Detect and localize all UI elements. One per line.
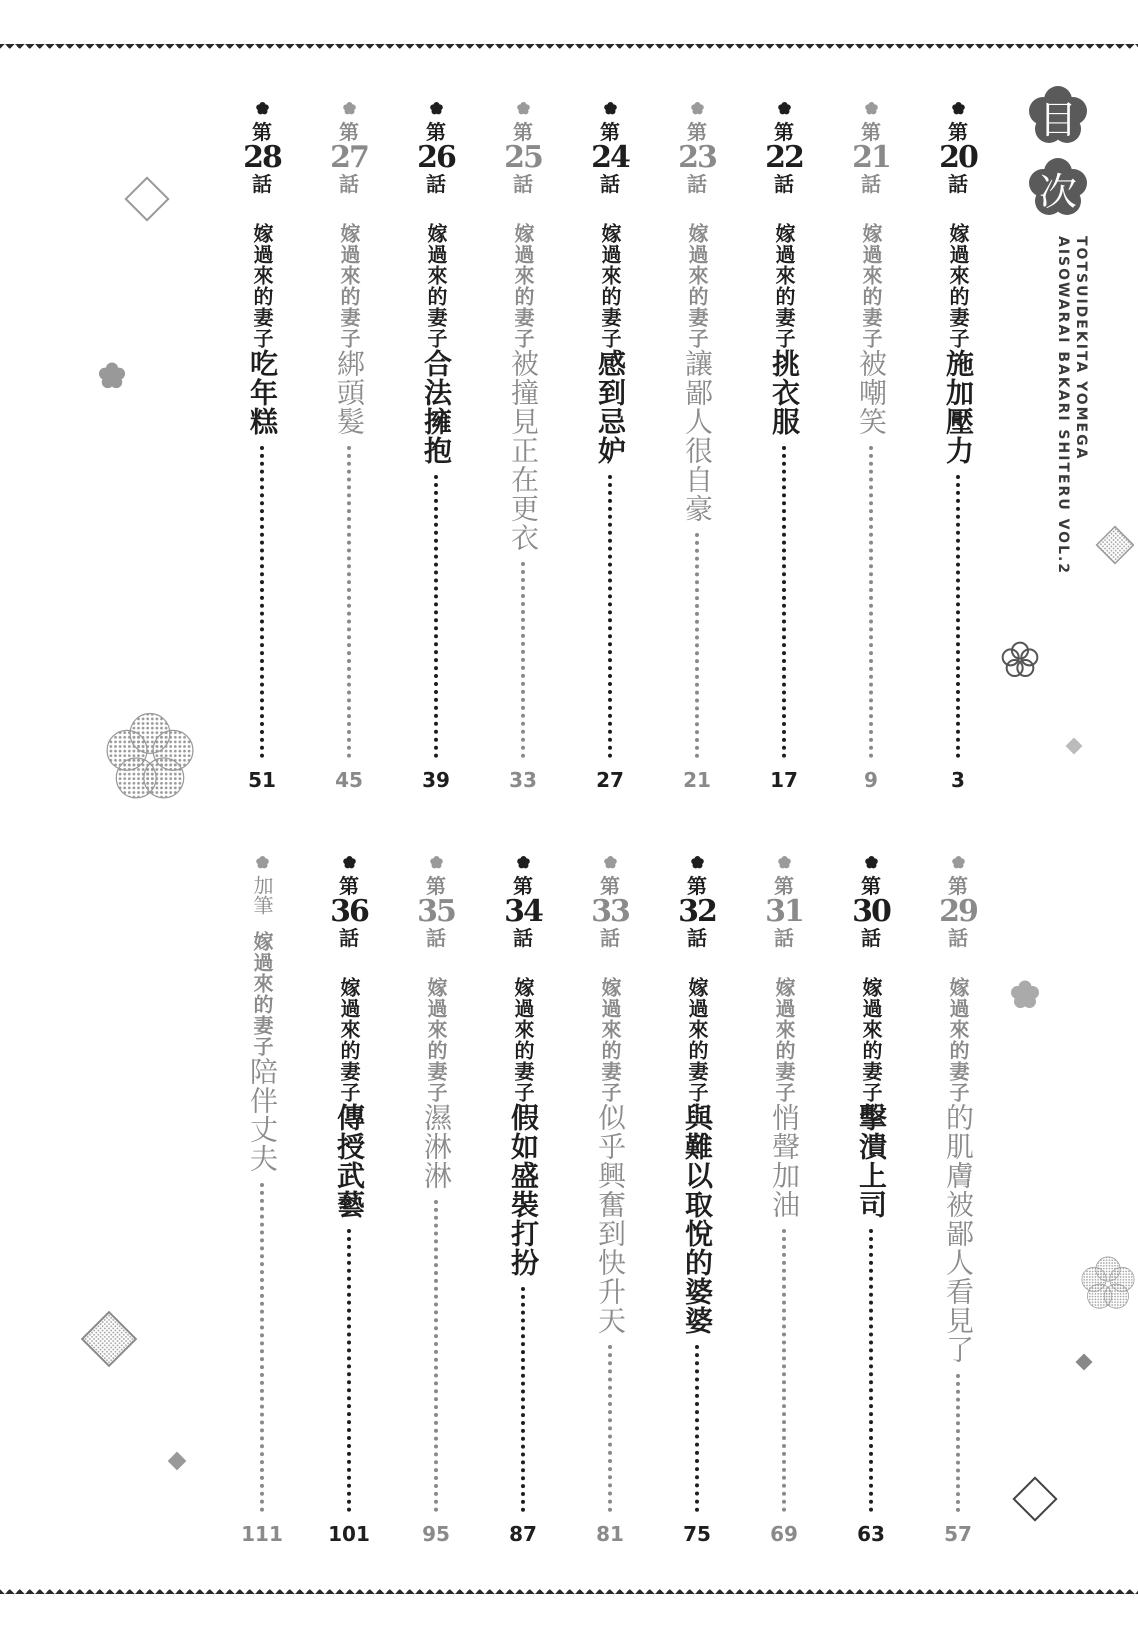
page-number: 95: [422, 1522, 450, 1546]
plum-bullet-icon: [604, 856, 617, 869]
chapter-title-prefix: 嫁過來的妻子: [511, 977, 535, 1103]
chapter-title: [855, 977, 888, 1219]
dotted-leader: [869, 446, 873, 758]
page-number: 57: [944, 1522, 972, 1546]
page-number: 3: [951, 768, 965, 792]
chapter-suffix: 話: [948, 926, 968, 950]
chapter-title-prefix: 嫁過來的妻子: [598, 223, 622, 349]
toc-entry-27[interactable]: [319, 102, 379, 792]
plum-bullet-icon: [517, 102, 530, 115]
chapter-title-prefix: 嫁過來的妻子: [859, 223, 883, 349]
toc-entry-20[interactable]: [928, 102, 988, 792]
chapter-title-prefix: 嫁過來的妻子: [250, 223, 274, 349]
chapter-number: 35: [417, 894, 455, 929]
chapter-title-prefix: 嫁過來的妻子: [772, 977, 796, 1103]
toc-entry-33[interactable]: [580, 856, 640, 1546]
toc-entry-31[interactable]: [754, 856, 814, 1546]
plum-bullet-icon: [430, 102, 443, 115]
chapter-title-prefix: 嫁過來的妻子: [685, 977, 709, 1103]
chapter-number: 26: [417, 140, 455, 175]
dotted-leader: [695, 533, 699, 758]
chapter-title-main: 陪伴丈夫: [246, 1057, 279, 1173]
chapter-title-main: 的肌膚被鄙人看見了: [942, 1103, 975, 1364]
chapter-number: 20: [939, 140, 977, 175]
chapter-label: 第: [861, 120, 881, 144]
plum-bullet-icon: [343, 856, 356, 869]
toc-entry-28[interactable]: [232, 102, 292, 792]
chapter-label: 第: [687, 120, 707, 144]
toc-entry-23[interactable]: [667, 102, 727, 792]
chapter-suffix: 話: [861, 172, 881, 196]
plum-bullet-icon: [517, 856, 530, 869]
chapter-suffix: 話: [339, 172, 359, 196]
chapter-title-main: 假如盛裝打扮: [507, 1103, 540, 1277]
chapter-title-prefix: 嫁過來的妻子: [598, 977, 622, 1103]
page-number: 27: [596, 768, 624, 792]
chapter-label: 第: [600, 874, 620, 898]
chapter-number: 25: [504, 140, 542, 175]
chapter-number: 34: [504, 894, 542, 929]
chapter-title-main: 被撞見正在更衣: [507, 349, 540, 552]
chapter-suffix: 話: [600, 926, 620, 950]
toc-entry-36[interactable]: [319, 856, 379, 1546]
chapter-title-prefix: 嫁過來的妻子: [337, 977, 361, 1103]
plum-bullet-icon: [865, 102, 878, 115]
chapter-suffix: 話: [513, 926, 533, 950]
chapter-title-main: 傳授武藝: [333, 1103, 366, 1219]
chapter-title: [855, 223, 888, 436]
chapter-number: 36: [330, 894, 368, 929]
chapter-title-prefix: 嫁過來的妻子: [424, 977, 448, 1103]
dotted-leader: [695, 1345, 699, 1512]
chapter-number: 32: [678, 894, 716, 929]
toc-entry-22[interactable]: [754, 102, 814, 792]
chapter-title-prefix: 嫁過來的妻子: [859, 977, 883, 1103]
plum-bullet-icon: [952, 856, 965, 869]
chapter-suffix: 話: [426, 926, 446, 950]
chapter-suffix: 話: [861, 926, 881, 950]
toc-title-char-1: 目: [1028, 86, 1088, 146]
chapter-title: [333, 223, 366, 436]
chapter-label: 第: [513, 120, 533, 144]
chapter-label: 第: [339, 874, 359, 898]
dotted-leader: [956, 475, 960, 758]
dotted-leader: [260, 1183, 264, 1512]
plum-bullet-icon: [256, 856, 269, 869]
dotted-leader: [521, 562, 525, 758]
small-diamond-icon: [1064, 736, 1084, 756]
chapter-suffix: 話: [948, 172, 968, 196]
dotted-diamond-icon: [1094, 520, 1134, 570]
chapter-suffix: 話: [774, 926, 794, 950]
chapter-number: 29: [939, 894, 977, 929]
toc-entry-extra[interactable]: [232, 856, 292, 1546]
chapter-title: [768, 977, 801, 1219]
chapter-number: 27: [330, 140, 368, 175]
page-number: 21: [683, 768, 711, 792]
chapter-title-main: 擊潰上司: [855, 1103, 888, 1219]
plum-bullet-icon: [430, 856, 443, 869]
dotted-leader: [347, 1229, 351, 1512]
chapter-label: 第: [426, 874, 446, 898]
dotted-leader: [956, 1374, 960, 1512]
chapter-title-main: 挑衣服: [768, 349, 801, 436]
toc-title-char-2: 次: [1028, 158, 1088, 218]
small-plum-icon: [1010, 980, 1040, 1010]
dotted-plum-icon: [104, 712, 196, 804]
page-number: 81: [596, 1522, 624, 1546]
chapter-title: [246, 223, 279, 436]
chapter-title-prefix: 嫁過來的妻子: [685, 223, 709, 349]
chapter-label: 第: [426, 120, 446, 144]
plum-bullet-icon: [778, 102, 791, 115]
page-number: 39: [422, 768, 450, 792]
chapter-title-main: 濕淋淋: [420, 1103, 453, 1190]
chapter-title-prefix: 嫁過來的妻子: [772, 223, 796, 349]
plum-bullet-icon: [691, 856, 704, 869]
toc-entry-25[interactable]: [493, 102, 553, 792]
chapter-title-main: 吃年糕: [246, 349, 279, 436]
chapter-title-main: 讓鄙人很自豪: [681, 349, 714, 523]
chapter-title: [420, 977, 453, 1190]
dotted-leader: [347, 446, 351, 758]
diamond-outline-icon: [1010, 1474, 1060, 1524]
chapter-title-main: 施加壓力: [942, 349, 975, 465]
chapter-label: 第: [774, 120, 794, 144]
page-number: 9: [864, 768, 878, 792]
chapter-suffix: 話: [687, 926, 707, 950]
chapter-title: [681, 977, 714, 1335]
page-number: 69: [770, 1522, 798, 1546]
dotted-plum-icon: [1080, 1252, 1136, 1316]
chapter-title-main: 似乎興奮到快升天: [594, 1103, 627, 1335]
page-number: 33: [509, 768, 537, 792]
dotted-leader: [782, 446, 786, 758]
small-diamond-icon: [1074, 1352, 1094, 1372]
page-number: 101: [328, 1522, 370, 1546]
chapter-label: 第: [948, 120, 968, 144]
chapter-number: 33: [591, 894, 629, 929]
chapter-label: 加筆: [250, 875, 274, 915]
chapter-title-prefix: 嫁過來的妻子: [946, 977, 970, 1103]
plum-outline-icon: [1000, 640, 1040, 680]
chapter-number: 28: [243, 140, 281, 175]
chapter-title: [942, 977, 975, 1364]
dotted-diamond-icon: [76, 1306, 142, 1372]
dotted-leader: [434, 1200, 438, 1512]
chapter-title-prefix: 嫁過來的妻子: [946, 223, 970, 349]
toc-entry-32[interactable]: [667, 856, 727, 1546]
toc-entry-29[interactable]: [928, 856, 988, 1546]
chapter-title-main: 被嘲笑: [855, 349, 888, 436]
dotted-leader: [782, 1229, 786, 1512]
chapter-title: [768, 223, 801, 436]
toc-entry-21[interactable]: [841, 102, 901, 792]
series-subtitle: [1054, 236, 1090, 575]
chapter-title-prefix: 嫁過來的妻子: [511, 223, 535, 349]
chapter-title-prefix: 嫁過來的妻子: [250, 931, 274, 1057]
dotted-leader: [608, 475, 612, 758]
chapter-title-main: 悄聲加油: [768, 1103, 801, 1219]
chapter-label: 第: [861, 874, 881, 898]
bottom-zigzag-border: [0, 1580, 1138, 1594]
chapter-title: [507, 223, 540, 552]
chapter-label: 第: [600, 120, 620, 144]
chapter-number: 23: [678, 140, 716, 175]
chapter-title-main: 合法擁抱: [420, 349, 453, 465]
dotted-leader: [260, 446, 264, 758]
dotted-leader: [434, 475, 438, 758]
chapter-label: 第: [774, 874, 794, 898]
chapter-number: 31: [765, 894, 803, 929]
chapter-title: [594, 223, 627, 465]
dotted-leader: [521, 1287, 525, 1512]
small-diamond-icon: [166, 1450, 188, 1472]
chapter-number: 21: [852, 140, 890, 175]
plum-bullet-icon: [952, 102, 965, 115]
page-number: 45: [335, 768, 363, 792]
chapter-title-main: 與難以取悅的婆婆: [681, 1103, 714, 1335]
chapter-title-prefix: 嫁過來的妻子: [337, 223, 361, 349]
dotted-leader: [608, 1345, 612, 1512]
diamond-outline-icon: [124, 176, 170, 222]
page-number: 63: [857, 1522, 885, 1546]
subtitle-line-1: TOTSUIDEKITA YOMEGA: [1073, 236, 1089, 461]
dotted-leader: [869, 1229, 873, 1512]
chapter-suffix: 話: [513, 172, 533, 196]
small-plum-icon: [98, 362, 126, 390]
plum-bullet-icon: [691, 102, 704, 115]
plum-bullet-icon: [865, 856, 878, 869]
chapter-label: 第: [687, 874, 707, 898]
chapter-number: 22: [765, 140, 803, 175]
chapter-label: 第: [252, 120, 272, 144]
toc-entry-26[interactable]: [406, 102, 466, 792]
chapter-title: [507, 977, 540, 1277]
chapter-suffix: 話: [600, 172, 620, 196]
chapter-title: [681, 223, 714, 523]
plum-bullet-icon: [778, 856, 791, 869]
page-number: 111: [241, 1522, 283, 1546]
chapter-suffix: 話: [252, 172, 272, 196]
plum-bullet-icon: [256, 102, 269, 115]
chapter-title: [420, 223, 453, 465]
toc-entry-24[interactable]: [580, 102, 640, 792]
chapter-title-main: 綁頭髮: [333, 349, 366, 436]
chapter-label: 第: [948, 874, 968, 898]
chapter-label: 第: [513, 874, 533, 898]
page-number: 51: [248, 768, 276, 792]
toc-entry-35[interactable]: [406, 856, 466, 1546]
chapter-title: [942, 223, 975, 465]
chapter-title: [333, 977, 366, 1219]
chapter-number: 30: [852, 894, 890, 929]
chapter-title: [594, 977, 627, 1335]
chapter-suffix: 話: [426, 172, 446, 196]
chapter-title-prefix: 嫁過來的妻子: [424, 223, 448, 349]
chapter-title: [246, 931, 279, 1173]
chapter-suffix: 話: [339, 926, 359, 950]
subtitle-line-2: AISOWARAI BAKARI SHITERU VOL.2: [1055, 236, 1071, 576]
top-zigzag-border: [0, 44, 1138, 58]
chapter-number: 24: [591, 140, 629, 175]
page-number: 87: [509, 1522, 537, 1546]
chapter-suffix: 話: [774, 172, 794, 196]
chapter-suffix: 話: [687, 172, 707, 196]
chapter-title-main: 感到忌妒: [594, 349, 627, 465]
plum-bullet-icon: [604, 102, 617, 115]
toc-entry-34[interactable]: [493, 856, 553, 1546]
chapter-label: 第: [339, 120, 359, 144]
page-number: 17: [770, 768, 798, 792]
page-number: 75: [683, 1522, 711, 1546]
toc-entry-30[interactable]: [841, 856, 901, 1546]
plum-bullet-icon: [343, 102, 356, 115]
